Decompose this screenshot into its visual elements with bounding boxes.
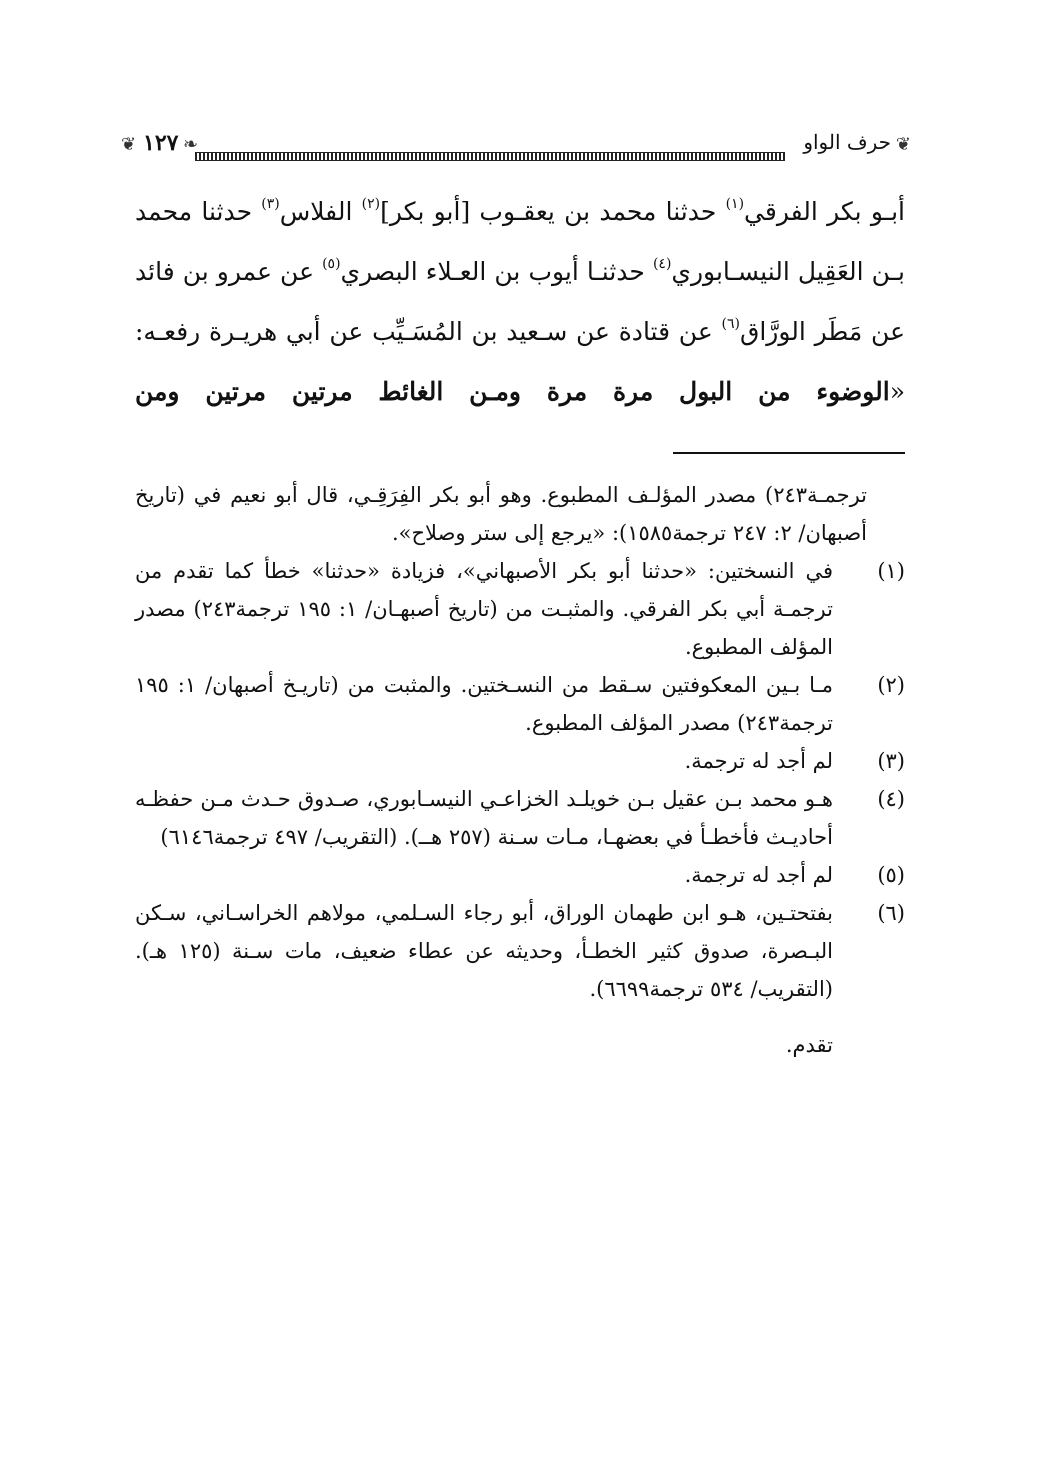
footnote-number: (٤) — [877, 787, 905, 811]
footnote-text: لم أجد له ترجمة. — [684, 749, 833, 773]
text-segment: عمرو بن فائد عن مَطَر الورَّاق — [135, 257, 905, 346]
footnote-number: (٥) — [877, 863, 905, 887]
text-segment: حدثنا محمد بن يعقـوب [أبو بكر] — [380, 197, 726, 226]
footnote-tail: تقدم. — [785, 1033, 833, 1057]
header-rule — [195, 152, 785, 161]
ornament-left-icon: ❦ — [121, 134, 137, 155]
footnotes — [135, 476, 905, 1064]
chapter-title: حرف الواو — [803, 130, 891, 154]
ornament-mid-icon: ❧ — [183, 134, 199, 155]
text-segment: حدثنـا أيوب بن العـلاء البصري — [340, 257, 653, 286]
footnote-item — [135, 552, 905, 666]
text-segment: حدثنا — [201, 197, 262, 226]
text-segment: هريـرة رفعـه: « — [135, 317, 905, 406]
text-segment: الفلاس — [279, 197, 362, 226]
footnote-item — [135, 894, 905, 1008]
footnote-item — [135, 666, 905, 742]
footnote-marker: (٢) — [361, 196, 381, 212]
text-segment: عن — [280, 257, 323, 286]
main-text — [135, 182, 905, 422]
footnote-text: في النسختين: «حدثنا أبو بكر الأصبهاني»، فزيادة «حدثنا» خطأ كما تقدم من ترجمـة أبي بكر الفرقي. والمثبـت من (تاريخ أصبهـان/ ١: ١٩٥ ترجمة٢٤٣) مصدر المؤلف المطبوع. — [135, 559, 833, 659]
footnote-text: مـا بـين المعكوفتين سـقط من النسـختين. والمثبت من (تاريـخ أصبهان/ ١: ١٩٥ ترجمة٢٤٣) مصدر المؤلف المطبوع. — [135, 673, 833, 735]
footnote-marker: (٣) — [261, 196, 280, 212]
footnote-text: لم أجد له ترجمة. — [684, 863, 833, 887]
footnote-marker: (١) — [725, 196, 745, 212]
footnote-divider — [673, 452, 905, 454]
text-segment: أبـو بكر الفرقي — [744, 197, 905, 226]
footnote-number: (٢) — [877, 673, 905, 697]
footnote-number: (٦) — [877, 901, 905, 925]
footnote-marker: (٥) — [322, 256, 341, 272]
page-header — [121, 130, 911, 170]
text-segment: محمد بـن العَقِيل النيسـابوري — [135, 197, 905, 286]
footnote-text: هـو محمد بـن عقيل بـن خويلـد الخزاعـي النيسـابوري، صـدوق حـدث مـن حفظـه أحاديـث فأخطـأ في بعضهـا، مـات سـنة (٢٥٧ هــ). (التقريب/ ٤٩٧ ترجمة٦١٤٦) — [135, 787, 833, 849]
footnote-text: بفتحتـين، هـو ابن طهمان الوراق، أبو رجاء السـلمي، مولاهم الخراسـاني، سـكن البـصرة، صدوق كثير الخطـأ، وحديثه عن عطاء ضعيف، مات سـنة (١٢٥ هـ). (التقريب/ ٥٣٤ ترجمة٦٦٩٩). — [135, 901, 833, 1001]
footnote-item — [135, 780, 905, 856]
footnote-item — [135, 856, 905, 894]
hadith-text: الوضوء من البول مرة مرة ومـن الغائط مرتين مرتين ومن — [135, 377, 890, 406]
footnote-number: (١) — [877, 559, 905, 583]
footnote-marker: (٤) — [652, 256, 672, 272]
text-segment: عن قتادة عن سـعيد بن المُسَـيِّب عن أبي — [285, 317, 722, 346]
footnote-marker: (٦) — [721, 316, 740, 332]
footnote-continuation: ترجمـة٢٤٣) مصدر المؤلـف المطبوع. وهو أبو بكر الفِرَقِـي، قال أبو نعيم في (تاريخ أصبهان/ ٢: ٢٤٧ ترجمة١٥٨٥): «يرجع إلى ستر وصلاح». — [135, 483, 867, 545]
footnote-item — [135, 742, 905, 780]
footnote-number: (٣) — [877, 749, 905, 773]
ornament-right-icon: ❦ — [895, 134, 911, 155]
page-number: ١٢٧ — [143, 130, 179, 156]
